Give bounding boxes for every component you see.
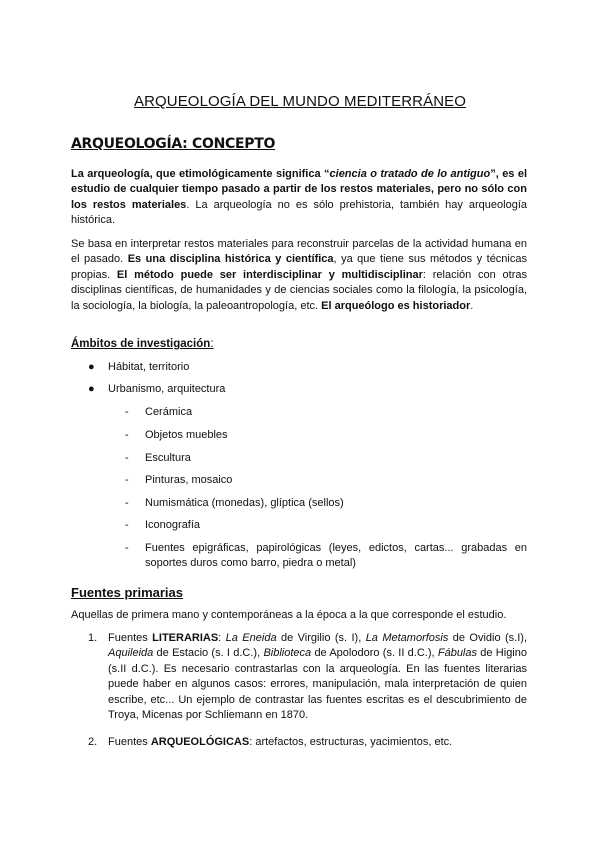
document-title: ARQUEOLOGÍA DEL MUNDO MEDITERRÁNEO: [133, 93, 467, 110]
sub-list-item: - Objetos muebles: [125, 428, 527, 443]
fuentes-intro: Aquellas de primera mano y contemporáneas a la época a la que corresponde el estudio.: [71, 609, 507, 621]
numbered-item-literarias: 1. Fuentes LITERARIAS: La Eneida de Virgilio (s. I), La Metamorfosis de Ovidio (s.I), Aquileida de Estacio (s. I d.C.), Biblioteca de Apolodoro (s. II d.C.), Fábulas de Higino (s.II d.C.). Es necesario contrastarlas con la arqueología. En las fuentes literarias puede haber en algunos casos: errores, manipulación, mala interpretación de quien escribe, etc... Un ejemplo de contrastar las fuentes escritas es el descubrimiento de Troya, Micenas por Schliemann en 1870.: [88, 632, 528, 722]
intro-paragraph: [71, 167, 527, 229]
sub-list-item: - Numismática (monedas), glíptica (sellos): [125, 496, 527, 511]
sub-list-item: - Pinturas, mosaico: [125, 473, 527, 488]
dash-icon: -: [125, 474, 129, 486]
sub-list-item: - Fuentes epigráficas, papirológicas (leyes, edictos, cartas... grabadas en soportes duros como barro, piedra o metal): [125, 542, 527, 570]
intro-text-1: . La arqueología no es sólo prehistoria, también hay arqueología histórica.: [71, 198, 527, 227]
method-bold-2: El método puede ser interdisciplinar y multidisciplinar: [116, 268, 423, 281]
list-item: ● Urbanismo, arquitectura: [88, 383, 226, 395]
list-item: ● Hábitat, territorio: [88, 361, 190, 373]
intro-bold-2: ”, es el estudio de cualquier tiempo pasado a partir de los restos materiales, pero no sólo con los restos materiales: [71, 168, 528, 211]
method-text-3: : relación con otras disciplinas científicas, de humanidades y de ciencias sociales como la filología, la psicología, la sociología, la biología, la paleoantropología, etc.: [71, 268, 527, 312]
method-text-2: , ya que tiene sus métodos y técnicas propias.: [71, 253, 527, 281]
numbered-item-arqueologicas: 2. Fuentes ARQUEOLÓGICAS: artefactos, estructuras, yacimientos, etc.: [88, 735, 527, 750]
method-bold-3: El arqueólogo es historiador: [321, 299, 471, 312]
sub-list-item: - Cerámica: [125, 405, 527, 420]
sub-list-item: - Escultura: [125, 451, 527, 466]
method-text-1: Se basa en interpretar restos materiales para reconstruir parcelas de la actividad humana en el pasado.: [71, 238, 527, 266]
dash-icon: -: [125, 519, 129, 531]
bullet-dot-icon: ●: [88, 361, 95, 373]
item-number: 2.: [88, 736, 98, 748]
sub-list-item: - Iconografía: [125, 518, 527, 533]
dash-icon: -: [125, 542, 129, 554]
method-bold-1: Es una disciplina histórica y científica: [127, 253, 334, 266]
bullet-dot-icon: ●: [88, 383, 95, 395]
dash-icon: -: [125, 497, 129, 509]
dash-icon: -: [125, 452, 129, 464]
item-number: 1.: [88, 632, 98, 644]
dash-icon: -: [125, 429, 129, 441]
intro-bold-1: La arqueología, que etimológicamente significa “: [71, 168, 330, 180]
ambitos-heading: Ámbitos de investigación:: [71, 338, 214, 350]
fuentes-heading: Fuentes primarias: [71, 585, 183, 600]
method-text-4: .: [470, 299, 474, 312]
dash-icon: -: [125, 406, 129, 418]
method-paragraph: [71, 237, 527, 314]
intro-bold-italic: ciencia o tratado de lo antiguo: [329, 168, 491, 180]
section-heading: ARQUEOLOGÍA: CONCEPTO: [71, 136, 276, 152]
